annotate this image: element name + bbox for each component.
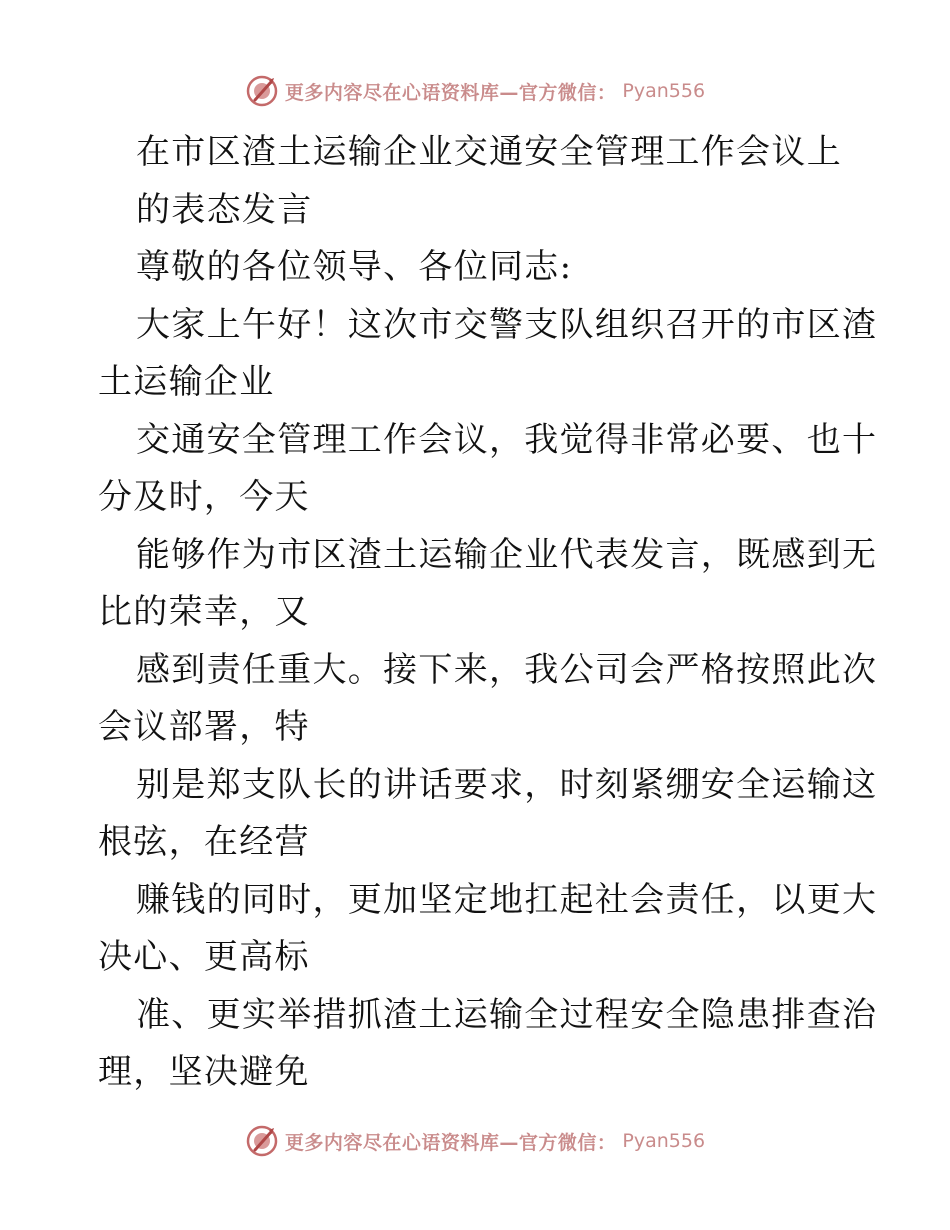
text-line: 别是郑支队长的讲话要求，时刻紧绷安全运输这 <box>136 764 878 805</box>
text-line: 根弦，在经营 <box>98 822 310 862</box>
text-line: 比的荣幸，又 <box>98 592 310 632</box>
text-line: 感到责任重大。接下来，我公司会严格按照此次 <box>136 649 878 690</box>
text-line: 分及时，今天 <box>98 477 310 517</box>
watermark-wechat-id: Pyan556 <box>622 1130 706 1152</box>
text-line: 会议部署，特 <box>98 707 310 747</box>
watermark-logo-icon <box>245 74 279 108</box>
watermark-footer <box>0 1121 950 1161</box>
text-line: 交通安全管理工作会议，我觉得非常必要、也十 <box>136 419 878 460</box>
text-line: 土运输企业 <box>98 362 275 402</box>
watermark-logo-icon <box>245 1124 279 1158</box>
text-line: 尊敬的各位领导、各位同志: <box>136 247 573 287</box>
text-line: 赚钱的同时，更加坚定地扛起社会责任，以更大 <box>136 879 878 920</box>
text-line: 的表态发言 <box>136 189 313 230</box>
watermark-wechat-id: Pyan556 <box>622 80 706 102</box>
watermark-text: 更多内容尽在心语资料库—官方微信： <box>284 81 617 104</box>
document-body <box>98 124 878 1102</box>
text-line: 准、更实举措抓渣土运输全过程安全隐患排查治 <box>136 994 878 1035</box>
watermark-header <box>0 71 950 111</box>
text-line: 理，坚决避免 <box>98 1052 310 1092</box>
text-line: 大家上午好！这次市交警支队组织召开的市区渣 <box>136 304 878 345</box>
text-line: 在市区渣土运输企业交通安全管理工作会议上 <box>136 132 842 172</box>
text-line: 决心、更高标 <box>98 937 310 977</box>
text-line: 能够作为市区渣土运输企业代表发言，既感到无 <box>136 534 878 575</box>
watermark-text: 更多内容尽在心语资料库—官方微信： <box>284 1131 617 1154</box>
